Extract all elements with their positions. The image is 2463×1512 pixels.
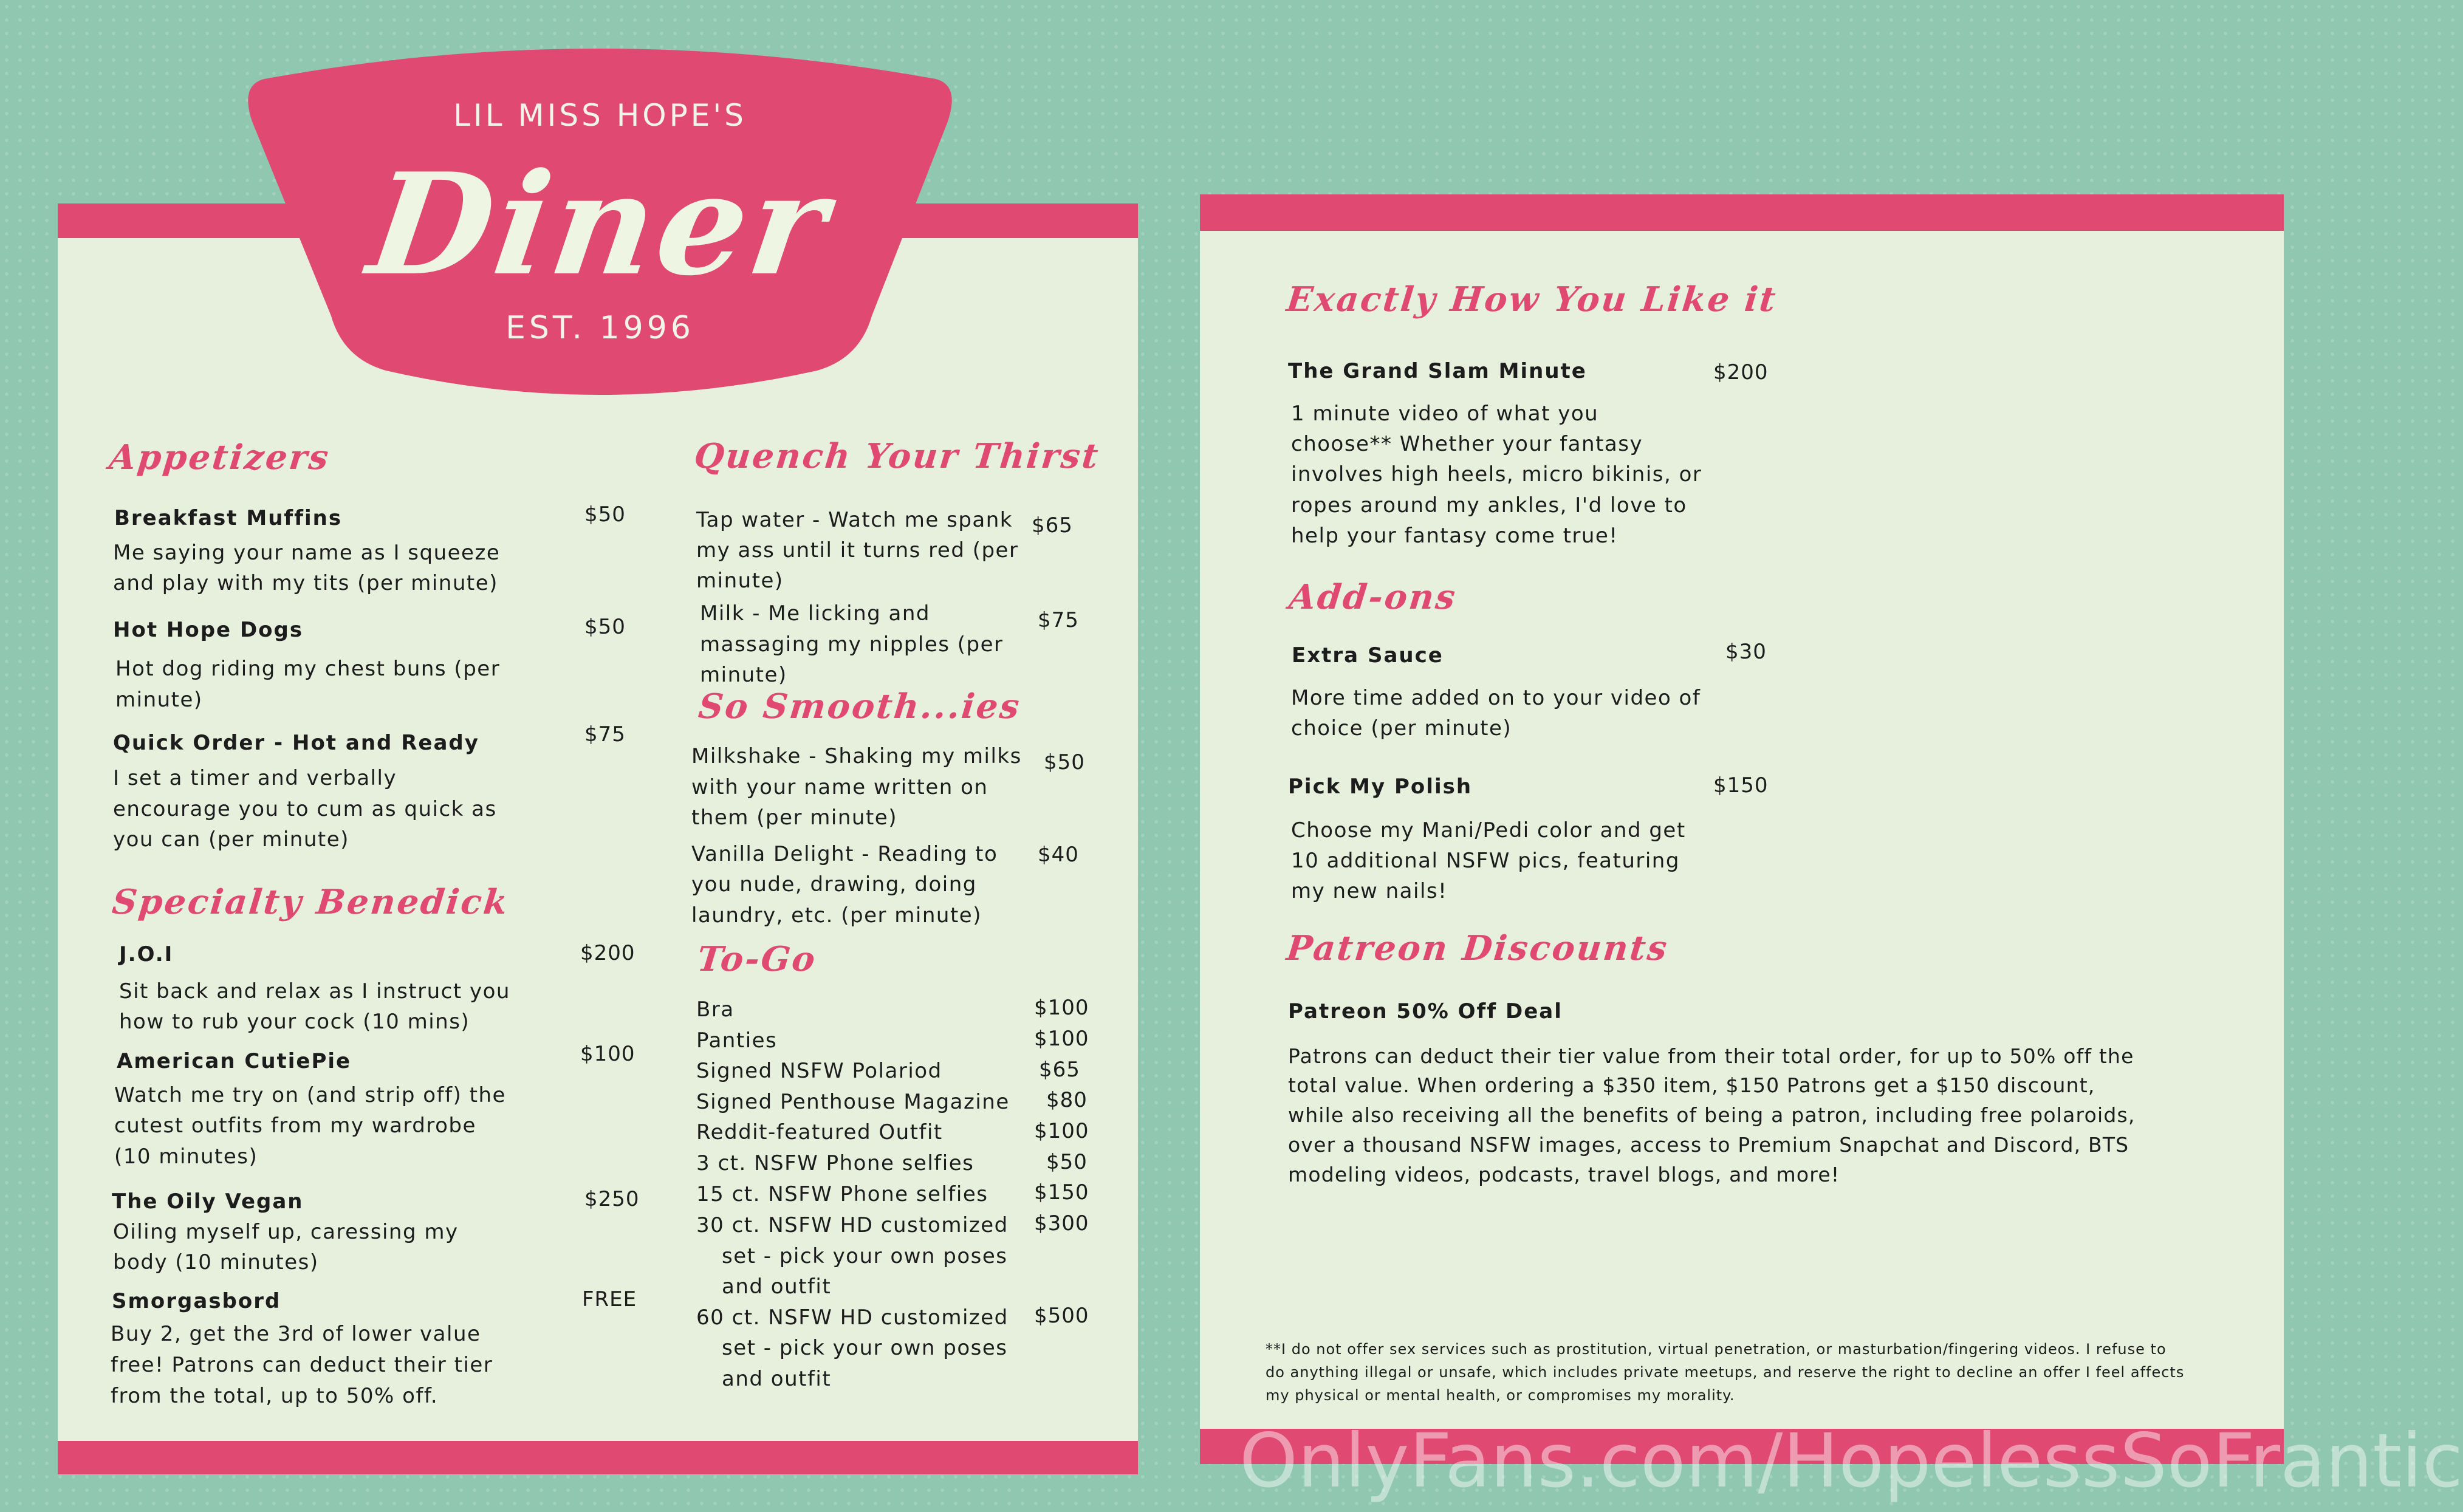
drink-item: you nude, drawing, doing xyxy=(691,872,977,897)
togo-item: Signed Penthouse Magazine xyxy=(696,1090,1010,1114)
menu-item-name: Pick My Polish xyxy=(1288,775,1473,799)
menu-item-desc: I set a timer and verbally xyxy=(113,766,397,790)
menu-item-price: $250 xyxy=(584,1187,640,1211)
togo-item: 60 ct. NSFW HD customized xyxy=(696,1305,1009,1330)
disclaimer-line: do anything illegal or unsafe, which includes private meetups, and reserve the right to decline an offer I feel affects xyxy=(1266,1364,2185,1381)
menu-item-price: $50 xyxy=(584,502,626,527)
drink-price: $65 xyxy=(1032,513,1073,538)
patreon-desc: total value. When ordering a $350 item, $150 Patrons get a $150 discount, xyxy=(1288,1073,2095,1097)
togo-item: and outfit xyxy=(722,1367,832,1391)
togo-item: Panties xyxy=(696,1028,778,1053)
menu-item-price: $150 xyxy=(1713,773,1769,798)
menu-item-name: American CutiePie xyxy=(117,1049,352,1073)
togo-item: 30 ct. NSFW HD customized xyxy=(696,1213,1009,1237)
menu-item-desc: Sit back and relax as I instruct you xyxy=(119,979,510,1004)
menu-item-desc: Buy 2, get the 3rd of lower value xyxy=(111,1322,481,1346)
togo-price: $80 xyxy=(1046,1088,1088,1112)
menu-item-desc: from the total, up to 50% off. xyxy=(111,1384,439,1408)
menu-item-desc: choice (per minute) xyxy=(1291,716,1512,741)
left-bottom-band xyxy=(58,1441,1138,1474)
menu-item-desc: involves high heels, micro bikinis, or xyxy=(1291,462,1702,487)
exactly-heading: Exactly How You Like it xyxy=(1284,279,1780,320)
menu-item-name: Breakfast Muffins xyxy=(114,506,343,530)
patreon-desc: modeling videos, podcasts, travel blogs, and more! xyxy=(1288,1163,1840,1186)
togo-price: $300 xyxy=(1034,1211,1089,1236)
togo-price: $65 xyxy=(1039,1058,1080,1082)
drink-item: massaging my nipples (per xyxy=(700,632,1004,657)
menu-item-name: Smorgasbord xyxy=(112,1289,281,1313)
watermark-text: OnlyFans.com/HopelessSoFrantic xyxy=(1239,1418,2463,1504)
menu-item-desc: body (10 minutes) xyxy=(113,1250,319,1274)
menu-item-desc: choose** Whether your fantasy xyxy=(1291,432,1643,456)
menu-item-price: FREE xyxy=(582,1287,637,1312)
drink-item: laundry, etc. (per minute) xyxy=(691,903,982,928)
menu-item-desc: how to rub your cock (10 mins) xyxy=(119,1010,470,1034)
menu-item-desc: free! Patrons can deduct their tier xyxy=(111,1353,493,1377)
menu-item-desc: and play with my tits (per minute) xyxy=(113,571,498,595)
togo-item: 3 ct. NSFW Phone selfies xyxy=(696,1151,975,1175)
menu-item-desc: ropes around my ankles, I'd love to xyxy=(1291,493,1687,518)
togo-price: $100 xyxy=(1034,1027,1089,1051)
diner-title: Diner xyxy=(360,143,840,307)
patreon-desc: over a thousand NSFW images, access to Premium Snapchat and Discord, BTS xyxy=(1288,1133,2129,1157)
menu-item-name: Hot Hope Dogs xyxy=(113,618,304,642)
drink-item: Vanilla Delight - Reading to xyxy=(691,842,998,866)
menu-item-desc: encourage you to cum as quick as xyxy=(113,797,497,821)
appetizers-heading: Appetizers xyxy=(107,437,332,477)
drink-item: my ass until it turns red (per xyxy=(696,538,1019,563)
menu-item-desc: More time added on to your video of xyxy=(1291,686,1701,710)
menu-item-desc: Oiling myself up, caressing my xyxy=(113,1220,459,1244)
menu-item-desc: (10 minutes) xyxy=(114,1144,258,1169)
patreon-desc: Patrons can deduct their tier value from their total order, for up to 50% off the xyxy=(1288,1044,2134,1068)
drink-item: Milk - Me licking and xyxy=(700,601,930,626)
addons-heading: Add-ons xyxy=(1287,577,1459,617)
togo-price: $100 xyxy=(1034,996,1089,1020)
benedick-heading: Specialty Benedick xyxy=(110,882,512,922)
togo-price: $100 xyxy=(1034,1119,1089,1143)
togo-item: set - pick your own poses xyxy=(722,1244,1008,1268)
menu-item-desc: 10 additional NSFW pics, featuring xyxy=(1291,849,1680,873)
menu-item-desc: my new nails! xyxy=(1291,879,1448,903)
menu-item-desc: you can (per minute) xyxy=(113,827,349,852)
drink-item: with your name written on xyxy=(691,775,988,799)
patreon-desc: while also receiving all the benefits of being a patron, including free polaroids, xyxy=(1288,1103,2136,1127)
drink-price: $75 xyxy=(1038,608,1079,632)
togo-price: $150 xyxy=(1034,1180,1089,1205)
thirst-heading: Quench Your Thirst xyxy=(692,436,1102,476)
menu-item-desc: Hot dog riding my chest buns (per xyxy=(115,657,501,681)
menu-item-price: $200 xyxy=(1713,360,1769,385)
menu-item-price: $30 xyxy=(1725,640,1767,664)
menu-item-name: The Oily Vegan xyxy=(112,1189,304,1214)
diner-kicker: LIL MISS HOPE'S xyxy=(453,98,747,133)
menu-item-desc: minute) xyxy=(115,688,203,712)
smoothies-heading: So Smooth...ies xyxy=(696,686,1023,727)
menu-item-name: Extra Sauce xyxy=(1292,643,1444,668)
drink-item: minute) xyxy=(700,663,787,687)
menu-item-price: $50 xyxy=(584,615,626,639)
togo-price: $500 xyxy=(1034,1304,1089,1328)
diner-est: EST. 1996 xyxy=(505,310,694,346)
togo-item: and outfit xyxy=(722,1274,832,1299)
drink-price: $50 xyxy=(1044,750,1085,775)
togo-price: $50 xyxy=(1046,1150,1088,1174)
togo-item: set - pick your own poses xyxy=(722,1336,1008,1360)
disclaimer-line: **I do not offer sex services such as prostitution, virtual penetration, or masturbation/fingering videos. I refuse to xyxy=(1266,1341,2167,1358)
drink-item: Tap water - Watch me spank xyxy=(696,508,1013,532)
togo-item: Signed NSFW Polariod xyxy=(696,1059,942,1083)
drink-item: Milkshake - Shaking my milks xyxy=(691,744,1022,768)
menu-item-desc: help your fantasy come true! xyxy=(1291,524,1619,548)
menu-item-desc: Me saying your name as I squeeze xyxy=(113,541,501,565)
menu-item-name: The Grand Slam Minute xyxy=(1288,359,1587,383)
menu-item-desc: 1 minute video of what you xyxy=(1291,402,1599,426)
togo-heading: To-Go xyxy=(695,939,819,979)
menu-item-desc: Choose my Mani/Pedi color and get xyxy=(1291,818,1686,843)
togo-item: Reddit-featured Outfit xyxy=(696,1120,943,1144)
menu-item-name: Patreon 50% Off Deal xyxy=(1288,999,1563,1024)
togo-item: 15 ct. NSFW Phone selfies xyxy=(696,1182,988,1206)
disclaimer-line: my physical or mental health, or compromises my morality. xyxy=(1266,1387,1735,1404)
right-top-band xyxy=(1200,194,2284,231)
patreon-heading: Patreon Discounts xyxy=(1284,928,1671,968)
drink-item: minute) xyxy=(696,569,784,593)
menu-item-price: $100 xyxy=(580,1042,635,1066)
menu-item-price: $200 xyxy=(580,941,635,965)
drink-price: $40 xyxy=(1038,843,1079,867)
menu-item-desc: cutest outfits from my wardrobe xyxy=(114,1113,476,1138)
menu-item-desc: Watch me try on (and strip off) the xyxy=(114,1083,506,1107)
menu-item-name: J.O.I xyxy=(119,942,174,966)
menu-item-name: Quick Order - Hot and Ready xyxy=(113,731,479,755)
drink-item: them (per minute) xyxy=(691,806,897,830)
togo-item: Bra xyxy=(696,997,735,1022)
menu-item-price: $75 xyxy=(584,722,626,747)
